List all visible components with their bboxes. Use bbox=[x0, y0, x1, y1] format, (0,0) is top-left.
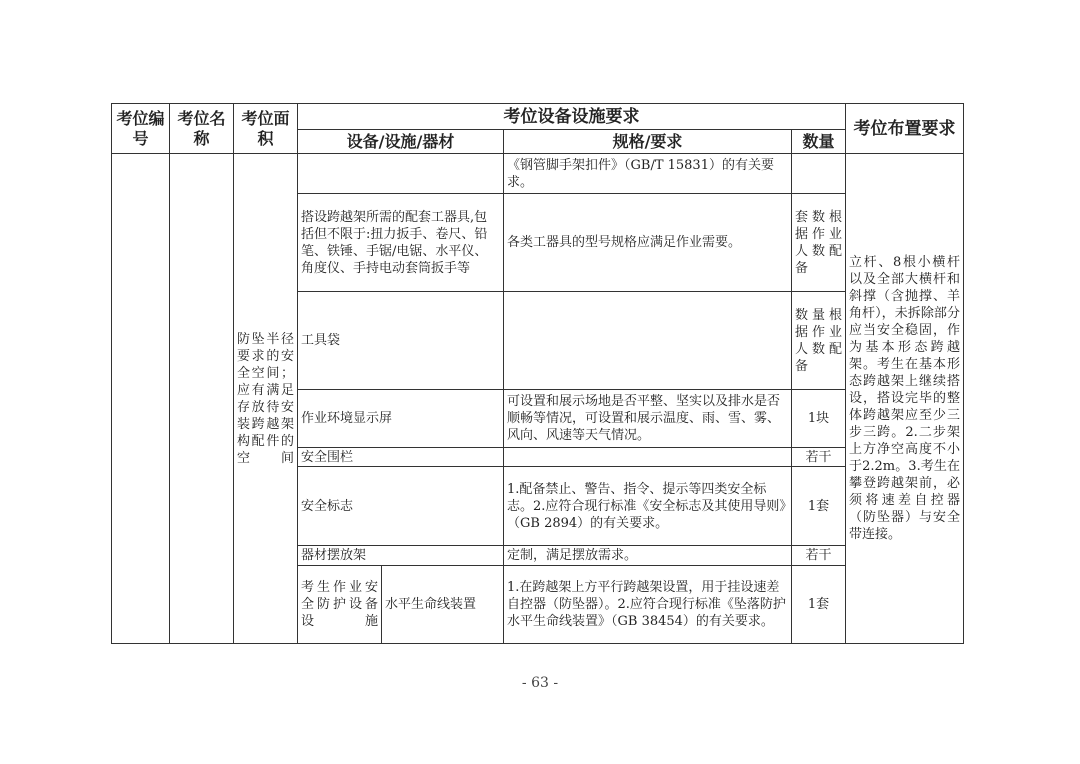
header-station-name: 考位名称 bbox=[170, 104, 234, 154]
station-name-cell bbox=[170, 154, 234, 644]
quantity-cell: 若干 bbox=[792, 448, 846, 467]
equipment-cell: 器材摆放架 bbox=[298, 546, 504, 566]
spec-cell bbox=[504, 448, 792, 467]
spec-cell: 各类工器具的型号规格应满足作业需要。 bbox=[504, 194, 792, 292]
equipment-cell: 工具袋 bbox=[298, 292, 504, 390]
spec-cell: 可设置和展示场地是否平整、坚实以及排水是否顺畅等情况，可设置和展示温度、雨、雪、雾、风向、风速等天气情况。 bbox=[504, 390, 792, 448]
equipment-cell: 搭设跨越架所需的配套工器具,包括但不限于:扭力扳手、卷尺、铅笔、铁锤、手锯/电锯、水平仪、角度仪、手持电动套筒扳手等 bbox=[298, 194, 504, 292]
header-quantity: 数量 bbox=[792, 130, 846, 154]
header-equipment-requirements: 考位设备设施要求 bbox=[298, 104, 846, 130]
layout-requirements-cell: 立杆、8根小横杆以及全部大横杆和斜撑（含抛撑、羊角杆），未拆除部分应当安全稳固，作为基本形态跨越架。考生在基本形态跨越架上继续搭设，搭设完毕的整体跨越架应至少三步三跨。2.二步架上方净空高度不小于2.2m。3.考生在攀登跨越架前，必须将速差自控器（防坠器）与安全带连接。 bbox=[846, 154, 964, 644]
spec-cell: 1.在跨越架上方平行跨越架设置，用于挂设速差自控器（防坠器）。2.应符合现行标准《坠落防护 水平生命线装置》（GB 38454）的有关要求。 bbox=[504, 566, 792, 644]
equipment-cell: 安全标志 bbox=[298, 467, 504, 546]
header-station-area: 考位面积 bbox=[234, 104, 298, 154]
header-equipment: 设备/设施/器材 bbox=[298, 130, 504, 154]
station-area-cell: 防坠半径要求的安全空间；应有满足存放待安装跨越架构配件的空间 bbox=[234, 154, 298, 644]
quantity-cell: 若干 bbox=[792, 546, 846, 566]
quantity-cell: 1块 bbox=[792, 390, 846, 448]
equipment-cell bbox=[298, 154, 504, 194]
quantity-cell: 套数根据作业人数配备 bbox=[792, 194, 846, 292]
spec-cell: 1.配备禁止、警告、指令、提示等四类安全标志。2.应符合现行标准《安全标志及其使用导则》（GB 2894）的有关要求。 bbox=[504, 467, 792, 546]
spec-cell: 《钢管脚手架扣件》（GB/T 15831）的有关要求。 bbox=[504, 154, 792, 194]
category-cell: 考生作业安全防护设备设施 bbox=[298, 566, 382, 644]
equipment-cell: 水平生命线装置 bbox=[382, 566, 504, 644]
equipment-cell: 作业环境显示屏 bbox=[298, 390, 504, 448]
table-row bbox=[112, 154, 964, 194]
station-id-cell bbox=[112, 154, 170, 644]
header-layout-requirements: 考位布置要求 bbox=[846, 104, 964, 154]
page-number: - 63 - bbox=[521, 675, 559, 691]
quantity-cell: 1套 bbox=[792, 467, 846, 546]
equipment-cell: 安全围栏 bbox=[298, 448, 504, 467]
requirements-table bbox=[111, 103, 964, 644]
header-station-id: 考位编号 bbox=[112, 104, 170, 154]
quantity-cell: 1套 bbox=[792, 566, 846, 644]
quantity-cell bbox=[792, 154, 846, 194]
header-spec: 规格/要求 bbox=[504, 130, 792, 154]
spec-cell: 定制，满足摆放需求。 bbox=[504, 546, 792, 566]
quantity-cell: 数量根据作业人数配备 bbox=[792, 292, 846, 390]
spec-cell bbox=[504, 292, 792, 390]
